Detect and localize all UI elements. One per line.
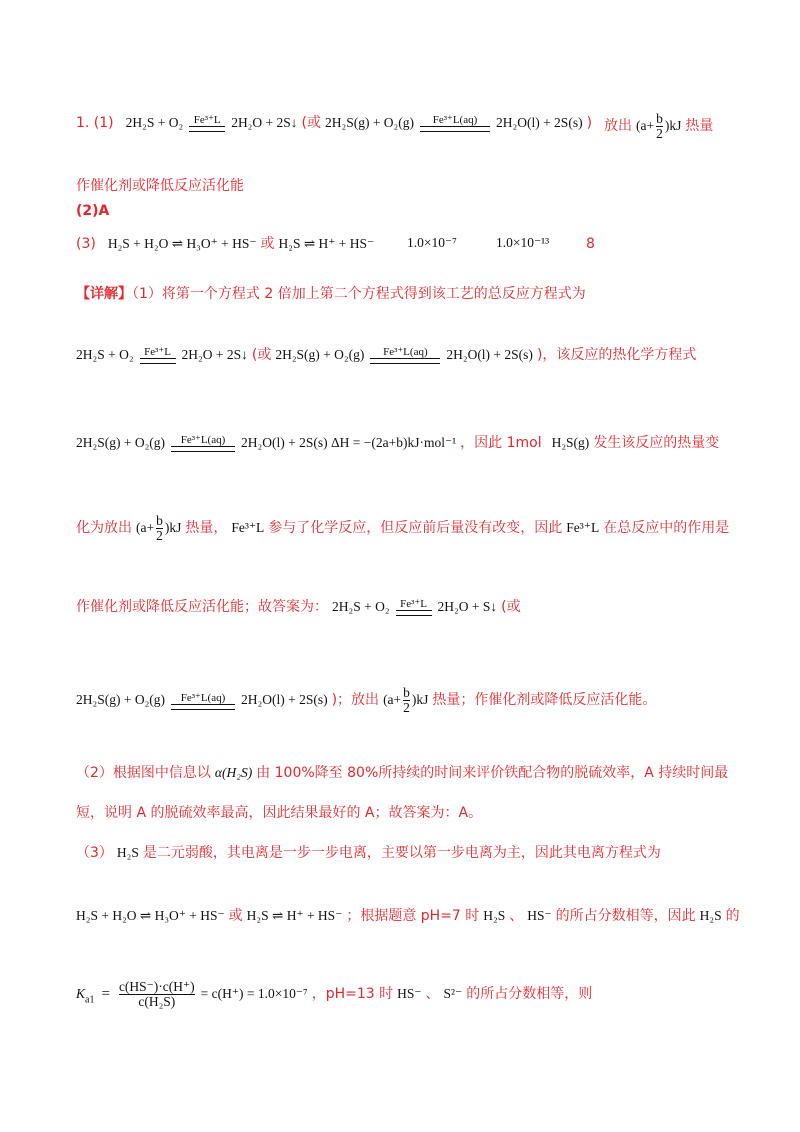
detail-para-2: （2）根据图中信息以 α(H₂S) 由 100%降至 80%所持续的时间来评价铁配合物的脱硫效率，A 持续时间最 bbox=[76, 765, 729, 781]
detail-para-3: （3） H₂S 是二元弱酸，其电离是一步一步电离，主要以第一步电离为主，因此其电离方程式为 bbox=[76, 845, 661, 861]
detail-line-6: 2H₂S(g) + O₂(g) Fe³⁺L(aq) 2H₂O(l) + 2S(s) )；放出 (a+ $\frac{b}{2}$ )kJ 热量；作催化剂或降低反应活化能。 bbox=[76, 685, 657, 715]
energy-answer: 放出 (a+ $\frac{b}{2}$ )kJ 热量 bbox=[604, 111, 714, 141]
reaction-arrow: Fe³⁺L(aq) bbox=[171, 434, 235, 452]
catalyst-role: 作催化剂或降低反应活化能 bbox=[76, 178, 244, 194]
ionization-eq-2: H₂S ⇌ H⁺ + HS⁻ bbox=[278, 236, 375, 251]
detail-line-ionization: H₂S + H₂O ⇌ H₃O⁺ + HS⁻ 或 H₂S ⇌ H⁺ + HS⁻ ；根据题意 pH=7 时 H₂S 、 HS⁻ 的所占分数相等，因此 H₂S 的 bbox=[76, 908, 740, 924]
reaction-arrow: Fe³⁺L(aq) bbox=[171, 692, 235, 710]
fraction: $\frac{b}{2}$ bbox=[656, 111, 663, 141]
detail-line-2: 2H₂S + O₂ Fe³⁺L 2H₂O + 2S↓ (或 2H₂S(g) + O₂(g) Fe³⁺L(aq) 2H₂O(l) + 2S(s) )，该反应的热化学方程式 bbox=[76, 346, 697, 363]
equation-left: 2H₂S + O₂ bbox=[125, 115, 184, 130]
detail-tag: 【详解】 bbox=[76, 286, 132, 302]
detail-line-3: 2H₂S(g) + O₂(g) Fe³⁺L(aq) 2H₂O(l) + 2S(s) ΔH = −(2a+b)kJ·mol⁻¹ ，因此 1mol H₂S(g) 发生该反应的热量变 bbox=[76, 434, 720, 451]
ka1-formula: $K_{a1}$ = $\frac{c(HS^-)\cdot c(H^+)}{\text{c(H₂S)}}$ = c(H⁺) = 1.0×10⁻⁷ ，pH=13 时 HS⁻ 、 S²⁻ 的所占分数相等，则 bbox=[76, 979, 593, 1009]
reaction-arrow: Fe³⁺L bbox=[189, 114, 225, 132]
ka1-value: 1.0×10⁻⁷ bbox=[407, 235, 457, 250]
alt-reaction-arrow: Fe³⁺L(aq) bbox=[370, 346, 440, 364]
fraction: $\frac{b}{2}$ bbox=[403, 685, 410, 715]
fraction: $\frac{c(HS^-)\cdot c(H^+)}{\text{c(H₂S)}}$ bbox=[118, 979, 195, 1009]
ionization-eq-1: H₂S + H₂O ⇌ H₃O⁺ + HS⁻ bbox=[107, 236, 257, 251]
alt-equation-left: 2H₂S(g) + O₂(g) bbox=[324, 115, 414, 130]
answer-3: (3) H₂S + H₂O ⇌ H₃O⁺ + HS⁻ 或 H₂S ⇌ H⁺ + HS⁻ bbox=[76, 236, 375, 252]
reaction-arrow: Fe³⁺L bbox=[396, 598, 432, 616]
detail-para-2b: 短，说明 A 的脱硫效率最高，因此结果最好的 A；故答案为：A。 bbox=[76, 805, 483, 821]
or-text: (或 bbox=[301, 115, 321, 131]
ka2-value: 1.0×10⁻¹³ bbox=[496, 235, 550, 250]
detail-line-1: 【详解】（1）将第一个方程式 2 倍加上第二个方程式得到该工艺的总反应方程式为 bbox=[76, 286, 586, 302]
fraction: $\frac{b}{2}$ bbox=[156, 513, 163, 543]
answer-2: (2)A bbox=[76, 203, 110, 219]
alt-reaction-arrow: Fe³⁺L(aq) bbox=[420, 114, 490, 132]
question-number: 1. (1) bbox=[76, 115, 114, 131]
alt-equation-right: 2H₂O(l) + 2S(s) bbox=[496, 115, 583, 130]
reaction-arrow: Fe³⁺L bbox=[140, 346, 176, 364]
equation-right: 2H₂O + 2S↓ bbox=[231, 115, 298, 130]
answer-line-1: 1. (1) 2H₂S + O₂ Fe³⁺L 2H₂O + 2S↓ (或 2H₂S(g) + O₂(g) Fe³⁺L(aq) 2H₂O(l) + 2S(s) ) bbox=[76, 114, 593, 131]
detail-line-4: 化为放出 (a+ $\frac{b}{2}$ )kJ 热量， Fe³⁺L 参与了化学反应，但反应前后量没有改变，因此 Fe³⁺L 在总反应中的作用是 bbox=[76, 513, 730, 543]
ph-value: 8 bbox=[586, 236, 595, 252]
detail-line-5: 作催化剂或降低反应活化能；故答案为： 2H₂S + O₂ Fe³⁺L 2H₂O + S↓ (或 bbox=[76, 598, 521, 615]
